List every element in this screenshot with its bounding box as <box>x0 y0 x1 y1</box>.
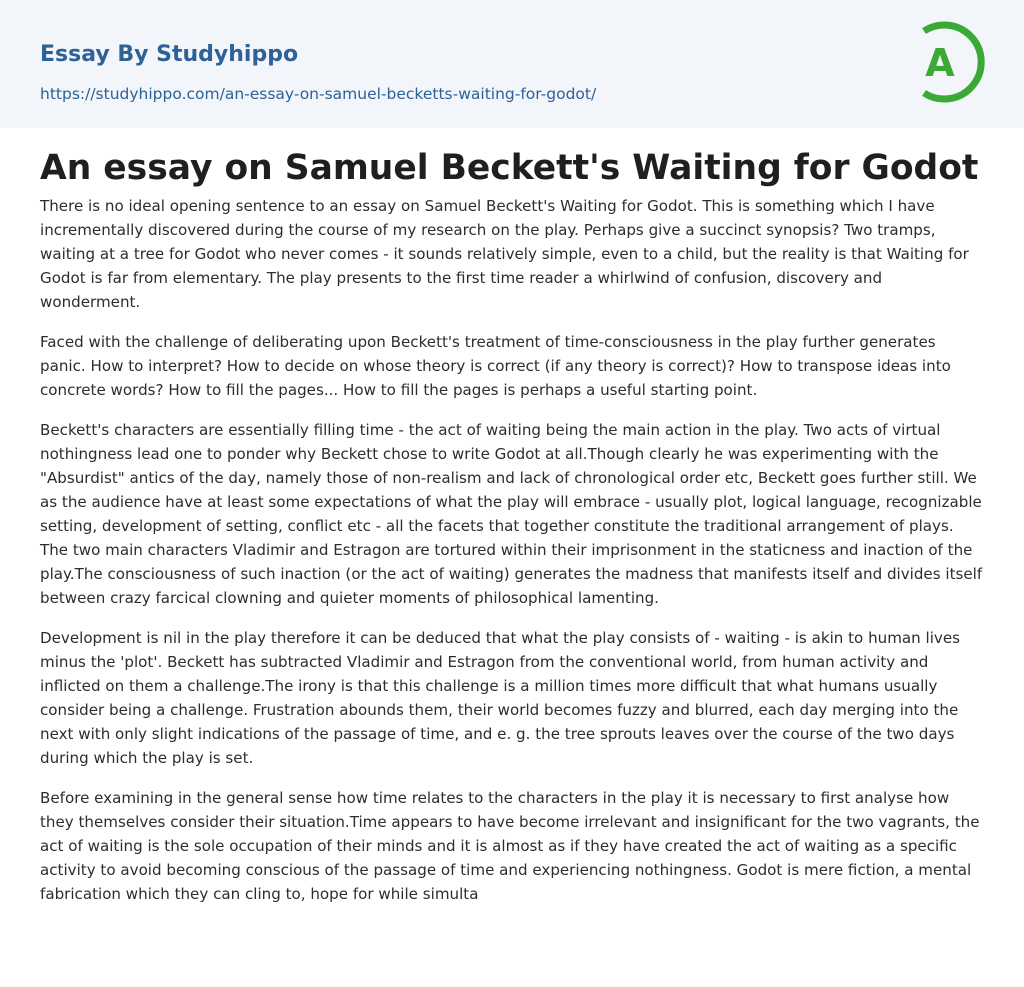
studyhippo-logo-icon[interactable] <box>910 18 988 106</box>
essay-paragraph-3: Beckett's characters are essentially filling time - the act of waiting being the main action in the play. Two acts of virtual nothingness lead one to ponder why Beckett chose to write Godot at all.Though clearly he was experimenting with the "Absurdist" antics of the day, namely those of non-realism and lack of chronological order etc, Beckett goes further still. We as the audience have at least some expectations of what the play will embrace - usually plot, logical language, recognizable setting, development of setting, conflict etc - all the facets that together constitute the traditional arrangement of plays. The two main characters Vladimir and Estragon are tortured within their imprisonment in the staticness and inaction of the play.The consciousness of such inaction (or the act of waiting) generates the madness that manifests itself and divides itself between crazy farcical clowning and quieter moments of philosophical lamenting. <box>40 421 983 607</box>
logo-letter: A <box>925 41 955 85</box>
essay-paragraph-4: Development is nil in the play therefore it can be deduced that what the play consists of - waiting - is akin to human lives minus the 'plot'. Beckett has subtracted Vladimir and Estragon from the conventional world, from human activity and inflicted on them a challenge.The irony is that this challenge is a million times more difficult that what humans usually consider being a challenge. Frustration abounds them, their world becomes fuzzy and blurred, each day merging into the next with only slight indications of the passage of time, and e. g. the tree sprouts leaves over the course of the two days during which the play is set. <box>40 629 960 767</box>
essay-paragraph-2: Faced with the challenge of deliberating upon Beckett's treatment of time-consciousness in the play further generates panic. How to interpret? How to decide on whose theory is correct (if any theory is correct)? How to transpose ideas into concrete words? How to fill the pages... How to fill the pages is perhaps a useful starting point. <box>40 333 951 399</box>
site-header <box>0 0 1024 128</box>
essay-title: An essay on Samuel Beckett's Waiting for Godot <box>40 148 979 188</box>
essay-body <box>40 194 985 922</box>
essay-paragraph-5: Before examining in the general sense how time relates to the characters in the play it is necessary to first analyse how they themselves consider their situation.Time appears to have become irrelevant and insignificant for the two vagrants, the act of waiting is the sole occupation of their minds and it is almost as if they have created the act of waiting as a specific activity to avoid becoming conscious of the passage of time and experiencing nothingness. Godot is mere fiction, a mental fabrication which they can cling to, hope for while simulta <box>40 789 980 903</box>
site-brand[interactable]: Essay By Studyhippo <box>40 42 299 67</box>
source-url-link[interactable]: https://studyhippo.com/an-essay-on-samuel-becketts-waiting-for-godot/ <box>40 85 597 103</box>
essay-paragraph-1: There is no ideal opening sentence to an essay on Samuel Beckett's Waiting for Godot. This is something which I have incrementally discovered during the course of my research on the play. Perhaps give a succinct synopsis? Two tramps, waiting at a tree for Godot who never comes - it sounds relatively simple, even to a child, but the reality is that Waiting for Godot is far from elementary. The play presents to the first time reader a whirlwind of confusion, discovery and wonderment. <box>40 197 969 311</box>
